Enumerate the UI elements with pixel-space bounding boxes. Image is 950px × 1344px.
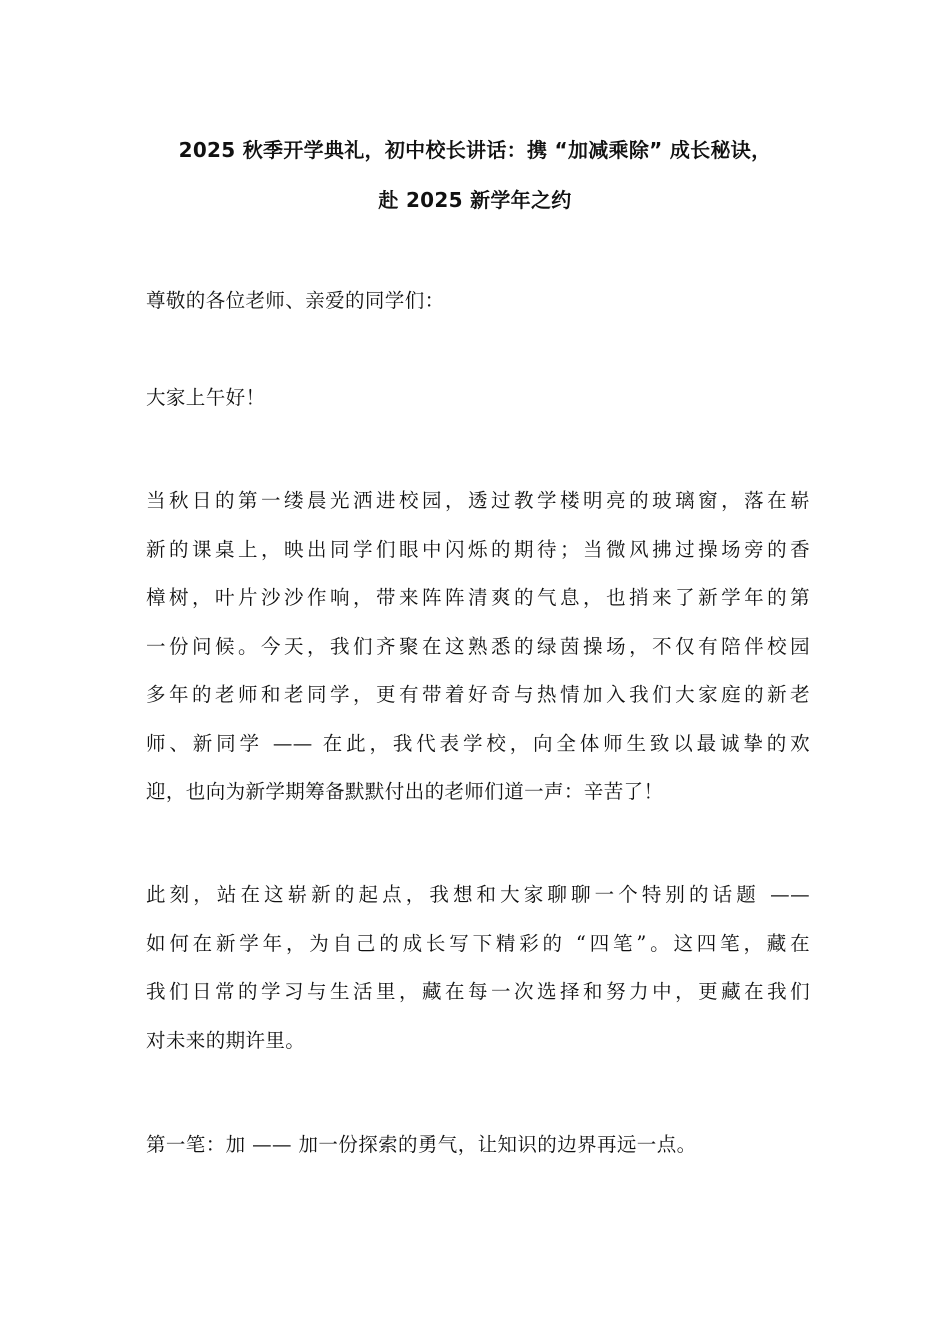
paragraph-2-line: 如何在新学年，为自己的成长写下精彩的 “四笔”。这四笔，藏在 <box>146 931 810 955</box>
paragraph-1-line: 多年的老师和老同学，更有带着好奇与热情加入我们大家庭的新老 <box>146 683 810 706</box>
paragraph-1 <box>146 477 810 817</box>
paragraph-1-line: 一份问候。今天，我们齐聚在这熟悉的绿茵操场，不仅有陪伴校园 <box>146 634 810 658</box>
paragraph-2-line: 我们日常的学习与生活里，藏在每一次选择和努力中，更藏在我们 <box>146 980 810 1003</box>
greeting-text: 大家上午好！ <box>146 386 266 409</box>
paragraph-1-line: 迎，也向为新学期筹备默默付出的老师们道一声：辛苦了！ <box>146 780 664 803</box>
paragraph-2-line: 此刻，站在这崭新的起点，我想和大家聊聊一个特别的话题 —— <box>146 883 810 906</box>
paragraph-3 <box>146 1121 810 1170</box>
paragraph-1-line: 新的课桌上，映出同学们眼中闪烁的期待；当微风拂过操场旁的香 <box>146 537 810 561</box>
paragraph-3-text: 第一笔：加 —— 加一份探索的勇气，让知识的边界再远一点。 <box>146 1133 697 1156</box>
greeting <box>146 374 810 423</box>
salutation <box>146 277 810 326</box>
salutation-text: 尊敬的各位老师、亲爱的同学们： <box>146 289 445 312</box>
paragraph-1-line: 师、新同学 —— 在此，我代表学校，向全体师生致以最诚挚的欢 <box>146 731 810 755</box>
paragraph-1-line: 当秋日的第一缕晨光洒进校园，透过教学楼明亮的玻璃窗，落在崭 <box>146 489 810 512</box>
document-title-line-2: 赴 2025 新学年之约 <box>378 188 572 212</box>
paragraph-1-line: 樟树，叶片沙沙作响，带来阵阵清爽的气息，也捎来了新学年的第 <box>146 586 810 609</box>
paragraph-2-line: 对未来的期许里。 <box>146 1028 306 1052</box>
paragraph-2 <box>146 871 810 1065</box>
document-title-line-1: 2025 秋季开学典礼，初中校长讲话：携 “加减乘除” 成长秘诀， <box>178 138 772 162</box>
